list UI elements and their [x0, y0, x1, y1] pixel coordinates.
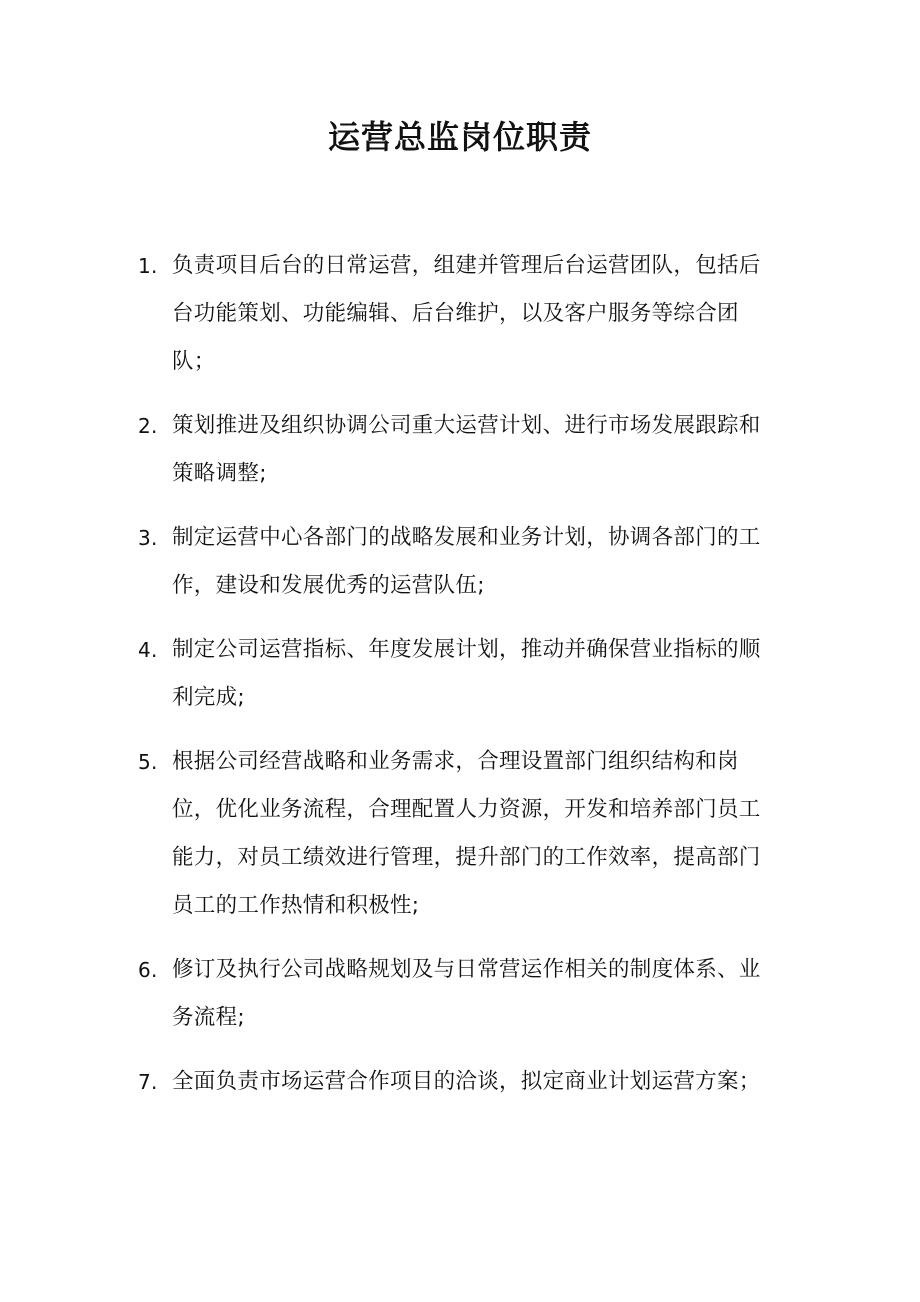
- list-item: [0, 626, 782, 722]
- list-item-number: 4.: [138, 638, 158, 662]
- list-item-text: 修订及执行公司战略规划及与日常营运作相关的制度体系、业务流程;: [172, 957, 761, 1030]
- list-item: [0, 738, 782, 930]
- list-item-number: 7.: [138, 1070, 158, 1094]
- list-item-text: 根据公司经营战略和业务需求，合理设置部门组织结构和岗位，优化业务流程，合理配置人力资源，开发和培养部门员工能力，对员工绩效进行管理，提升部门的工作效率，提高部门员工的工作热情和积极性;: [172, 749, 761, 918]
- list-item-number: 3.: [138, 526, 158, 550]
- list-item-text: 全面负责市场运营合作项目的洽谈，拟定商业计划运营方案；: [172, 1069, 761, 1094]
- list-item: [0, 946, 782, 1042]
- page-title: 运营总监岗位职责: [327, 118, 592, 156]
- list-item: [0, 402, 782, 498]
- list-item: [0, 1058, 782, 1106]
- list-item-text: 制定运营中心各部门的战略发展和业务计划，协调各部门的工作，建设和发展优秀的运营队伍;: [172, 525, 761, 598]
- list-item: [0, 514, 782, 610]
- list-item: [0, 242, 782, 386]
- list-item-text: 负责项目后台的日常运营，组建并管理后台运营团队，包括后台功能策划、功能编辑、后台维护，以及客户服务等综合团队；: [172, 253, 761, 374]
- list-item-number: 6.: [138, 958, 158, 982]
- list-item-number: 1.: [138, 254, 158, 278]
- list-item-text: 策划推进及组织协调公司重大运营计划、进行市场发展跟踪和策略调整;: [172, 413, 761, 486]
- list-item-text: 制定公司运营指标、年度发展计划，推动并确保营业指标的顺利完成;: [172, 637, 761, 710]
- list-item-number: 5.: [138, 750, 158, 774]
- list-item-number: 2.: [138, 414, 158, 438]
- duty-list: [0, 242, 920, 1122]
